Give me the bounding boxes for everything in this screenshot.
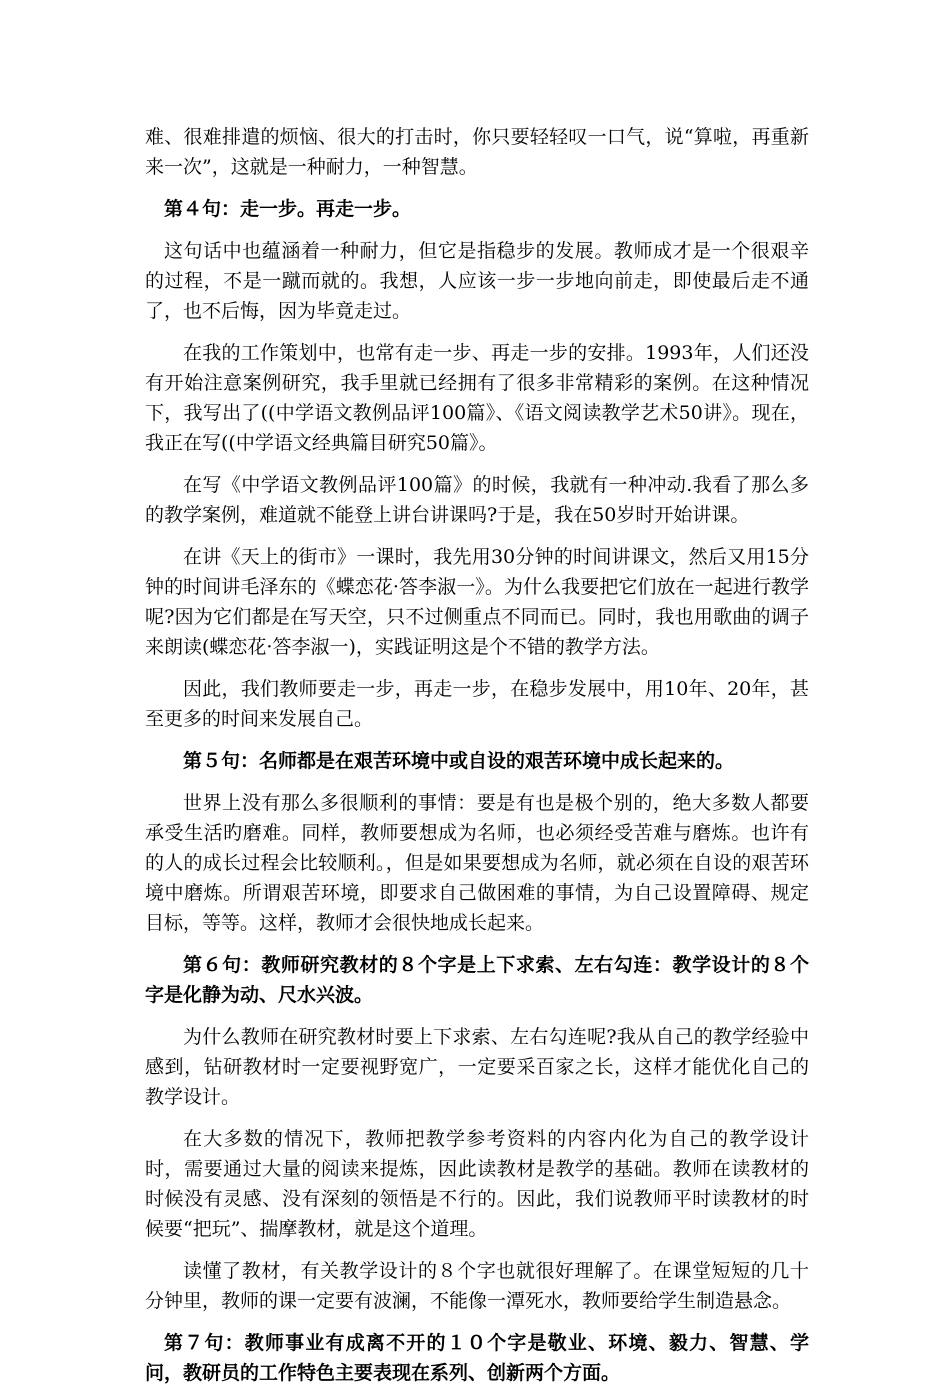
document-page	[145, 122, 809, 1388]
paragraph-body: 在大多数的情况下，教师把教学参考资料的内容内化为自己的教学设计时，需要通过大量的阅读来提炼，因此读教材是教学的基础。教师在读教材的时候没有灵感、没有深刻的领悟是不行的。因此，我们说教师平时读教材的时候要“把玩”、揣摩教材，就是这个道理。	[145, 1128, 809, 1240]
paragraph-body: 因此，我们教师要走一步，再走一步，在稳步发展中，用10年、20年，甚至更多的时间来发展自己。	[145, 678, 809, 730]
heading-sentence-6: 第６句：教师研究教材的８个字是上下求索、左右勾连：教学设计的８个字是化静为动、尺水兴波。	[145, 954, 809, 1006]
paragraph-body: 为什么教师在研究教材时要上下求索、左右勾连呢?我从自己的教学经验中感到，钻研教材时一定要视野宽广，一定要采百家之长，这样才能优化自己的教学设计。	[145, 1026, 809, 1108]
heading-sentence-7: 第７句：教师事业有成离不开的１０个字是敬业、环境、毅力、智慧、学问，教研员的工作特色主要表现在系列、创新两个方面。	[145, 1332, 809, 1384]
heading-sentence-5: 第５句：名师都是在艰苦环境中或自设的艰苦环境中成长起来的。	[183, 750, 735, 772]
paragraph-body: 在我的工作策划中，也常有走一步、再走一步的安排。1993年，人们还没有开始注意案例研究，我手里就已经拥有了很多非常精彩的案例。在这种情况下，我写出了((中学语文教例品评100篇》、《语文阅读教学艺术50讲》。现在，我正在写((中学语文经典篇目研究50篇》。	[145, 342, 809, 454]
paragraph-body: 在讲《天上的街市》一课时，我先用30分钟的时间讲课文，然后又用15分钟的时间讲毛泽东的《蝶恋花·答李淑一》。为什么我要把它们放在一起进行教学呢?因为它们都是在写天空，只不过侧重点不同而已。同时，我也用歌曲的调子来朗读(蝶恋花·答李淑一)，实践证明这是个不错的教学方法。	[145, 546, 809, 658]
paragraph-body: 世界上没有那么多很顺利的事情：要是有也是极个别的，绝大多数人都要承受生活旳磨难。同样，教师要想成为名师，也必须经受苦难与磨炼。也许有的人的成长过程会比较顺利。，但是如果要想成为名师，就必须在自设的艰苦环境中磨炼。所谓艰苦环境，即要求自己做困难的事情，为自己设置障碍、规定目标，等等。这样，教师才会很快地成长起来。	[145, 792, 809, 934]
heading-sentence-4: 第４句：走一步。再走一步。	[164, 198, 412, 220]
paragraph-continuation: 难、很难排遣的烦恼、很大的打击时，你只要轻轻叹一口气，说“算啦，再重新来一次”，这就是一种耐力，一种智慧。	[145, 126, 809, 178]
paragraph-body: 读懂了教材，有关教学设计的８个字也就很好理解了。在课堂短短的几十分钟里，教师的课一定要有波澜，不能像一潭死水，教师要给学生制造悬念。	[145, 1260, 809, 1312]
paragraph-body: 这句话中也蕴涵着一种耐力，但它是指稳步的发展。教师成才是一个很艰辛的过程，不是一蹴而就的。我想，人应该一步一步地向前走，即使最后走不通了，也不后悔，因为毕竟走过。	[145, 240, 809, 322]
paragraph-body: 在写《中学语文教例品评100篇》的时候，我就有一种冲动.我看了那么多的教学案例，难道就不能登上讲台讲课吗?于是，我在50岁时开始讲课。	[145, 474, 809, 526]
